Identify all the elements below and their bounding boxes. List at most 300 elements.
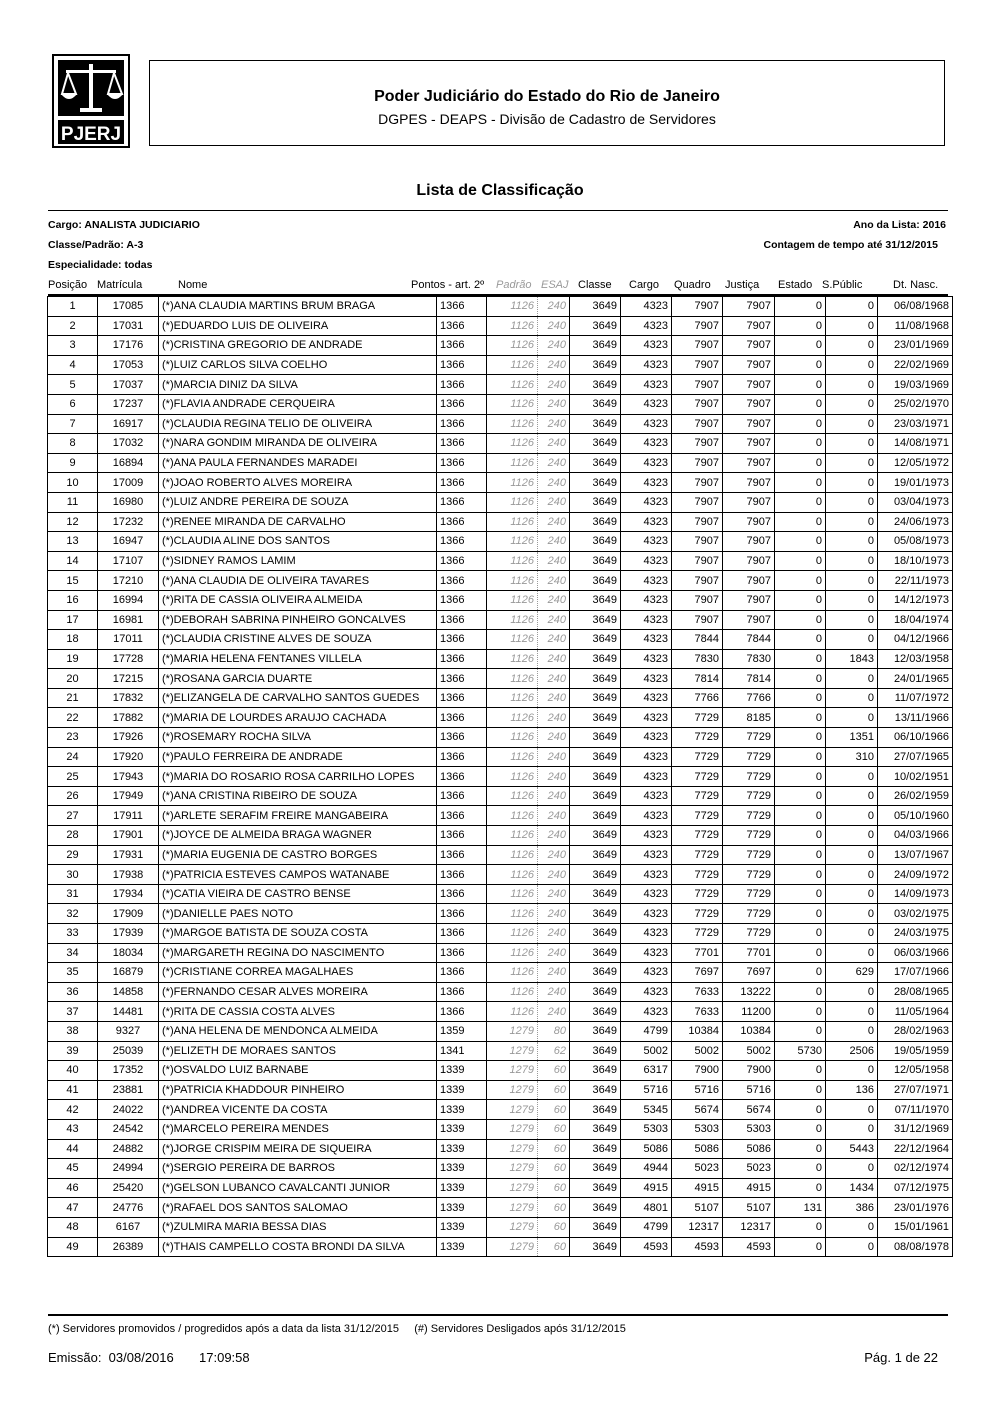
table-cell: 7729 [672, 845, 723, 865]
table-cell: 16879 [98, 963, 159, 983]
meta-especialidade: Especialidade: todas [48, 259, 153, 271]
table-cell: 1126 [487, 297, 538, 317]
table-cell: 7729 [723, 865, 775, 885]
table-cell: 17728 [98, 649, 159, 669]
table-cell: 1366 [437, 394, 487, 414]
table-cell: 4323 [621, 1002, 672, 1022]
table-cell: 3649 [570, 963, 621, 983]
table-cell: 21 [48, 688, 98, 708]
table-cell: 3649 [570, 630, 621, 650]
table-cell: (*)DEBORAH SABRINA PINHEIRO GONCALVES [159, 610, 437, 630]
table-cell: 7729 [672, 904, 723, 924]
table-row [48, 669, 953, 689]
table-cell: 1126 [487, 610, 538, 630]
table-cell: 7 [48, 414, 98, 434]
table-cell: 5086 [672, 1139, 723, 1159]
table-cell: 4323 [621, 551, 672, 571]
meta-contagem: Contagem de tempo até 31/12/2015 [763, 239, 938, 251]
table-cell: 0 [826, 767, 878, 787]
col-esaj: ESAJ [541, 279, 569, 291]
table-cell: 7907 [723, 355, 775, 375]
table-cell: 16917 [98, 414, 159, 434]
table-cell: (*)MARCELO PEREIRA MENDES [159, 1119, 437, 1139]
table-cell: 12317 [672, 1217, 723, 1237]
table-cell: 17210 [98, 571, 159, 591]
table-cell: 25039 [98, 1041, 159, 1061]
table-cell: (*)FERNANDO CESAR ALVES MOREIRA [159, 982, 437, 1002]
table-row [48, 884, 953, 904]
table-cell: 7907 [672, 355, 723, 375]
table-cell: 05/10/1960 [878, 806, 953, 826]
table-cell: 60 [538, 1100, 570, 1120]
table-cell: 7907 [672, 532, 723, 552]
table-cell: 40 [48, 1061, 98, 1081]
table-cell: 4323 [621, 865, 672, 885]
table-cell: (*)RITA DE CASSIA OLIVEIRA ALMEIDA [159, 590, 437, 610]
table-cell: 3649 [570, 434, 621, 454]
table-row [48, 1061, 953, 1081]
table-cell: 1126 [487, 453, 538, 473]
table-cell: 0 [826, 904, 878, 924]
table-cell: 0 [826, 630, 878, 650]
table-cell: (*)ROSEMARY ROCHA SILVA [159, 728, 437, 748]
table-cell: (*)DANIELLE PAES NOTO [159, 904, 437, 924]
table-cell: 24776 [98, 1198, 159, 1218]
table-cell: 5716 [621, 1080, 672, 1100]
table-cell: 1126 [487, 767, 538, 787]
table-cell: 0 [775, 336, 826, 356]
table-cell: 3649 [570, 728, 621, 748]
table-cell: 1366 [437, 453, 487, 473]
table-cell: 4323 [621, 394, 672, 414]
table-cell: 1359 [437, 1021, 487, 1041]
table-cell: (*)JOAO ROBERTO ALVES MOREIRA [159, 473, 437, 493]
table-cell: 6 [48, 394, 98, 414]
table-cell: 22/02/1969 [878, 355, 953, 375]
table-cell: 7697 [672, 963, 723, 983]
table-cell: 41 [48, 1080, 98, 1100]
table-cell: 1126 [487, 943, 538, 963]
table-cell: 1843 [826, 649, 878, 669]
table-cell: (*)CLAUDIA CRISTINE ALVES DE SOUZA [159, 630, 437, 650]
table-cell: 1279 [487, 1139, 538, 1159]
table-cell: 3649 [570, 473, 621, 493]
table-cell: 14/09/1973 [878, 884, 953, 904]
table-cell: 17938 [98, 865, 159, 885]
table-cell: 7907 [723, 316, 775, 336]
table-cell: (*)RENEE MIRANDA DE CARVALHO [159, 512, 437, 532]
table-row [48, 434, 953, 454]
table-cell: 7907 [672, 610, 723, 630]
table-cell: 7729 [723, 904, 775, 924]
table-cell: 0 [775, 512, 826, 532]
table-cell: 13/07/1967 [878, 845, 953, 865]
table-cell: 1126 [487, 532, 538, 552]
table-cell: 0 [775, 1100, 826, 1120]
table-cell: 14 [48, 551, 98, 571]
table-cell: 0 [775, 669, 826, 689]
table-cell: 4323 [621, 610, 672, 630]
table-cell: 2 [48, 316, 98, 336]
table-cell: 30 [48, 865, 98, 885]
table-cell: 240 [538, 806, 570, 826]
table-cell: 0 [826, 669, 878, 689]
table-cell: 26/02/1959 [878, 786, 953, 806]
table-cell: 240 [538, 355, 570, 375]
table-cell: 7907 [672, 492, 723, 512]
table-cell: 7729 [723, 924, 775, 944]
table-cell: (*)MARGARETH REGINA DO NASCIMENTO [159, 943, 437, 963]
table-cell: 4323 [621, 767, 672, 787]
table-cell: 7814 [672, 669, 723, 689]
table-cell: 1126 [487, 492, 538, 512]
table-cell: 0 [826, 336, 878, 356]
table-cell: (*)LUIZ ANDRE PEREIRA DE SOUZA [159, 492, 437, 512]
table-cell: 240 [538, 610, 570, 630]
table-cell: 7907 [672, 571, 723, 591]
table-cell: 17931 [98, 845, 159, 865]
table-cell: 62 [538, 1041, 570, 1061]
table-row [48, 728, 953, 748]
table-cell: 17939 [98, 924, 159, 944]
table-cell: 60 [538, 1139, 570, 1159]
table-cell: 0 [826, 414, 878, 434]
table-cell: 7830 [672, 649, 723, 669]
pjerj-logo [52, 54, 130, 148]
col-nome: Nome [178, 279, 208, 291]
table-cell: 80 [538, 1021, 570, 1041]
table-cell: 16947 [98, 532, 159, 552]
table-cell: 3649 [570, 649, 621, 669]
table-cell: 06/03/1966 [878, 943, 953, 963]
table-row [48, 297, 953, 317]
table-cell: 16981 [98, 610, 159, 630]
table-cell: 49 [48, 1237, 98, 1257]
table-cell: 0 [775, 532, 826, 552]
table-cell: (*)EDUARDO LUIS DE OLIVEIRA [159, 316, 437, 336]
table-cell: 0 [775, 708, 826, 728]
table-cell: 1366 [437, 865, 487, 885]
table-cell: 13 [48, 532, 98, 552]
table-cell: 4323 [621, 747, 672, 767]
table-cell: 3649 [570, 453, 621, 473]
table-cell: 4915 [621, 1178, 672, 1198]
table-cell: 3649 [570, 551, 621, 571]
table-cell: 3649 [570, 1198, 621, 1218]
table-cell: 17032 [98, 434, 159, 454]
table-cell: 240 [538, 786, 570, 806]
table-cell: 7907 [672, 453, 723, 473]
table-cell: 1126 [487, 982, 538, 1002]
table-cell: 7907 [723, 297, 775, 317]
table-cell: 23881 [98, 1080, 159, 1100]
table-cell: 04/12/1966 [878, 630, 953, 650]
table-cell: 0 [826, 708, 878, 728]
table-cell: 7729 [723, 747, 775, 767]
table-cell: 7830 [723, 649, 775, 669]
table-cell: 24882 [98, 1139, 159, 1159]
table-cell: 3649 [570, 767, 621, 787]
table-cell: 0 [826, 571, 878, 591]
table-cell: (*)CRISTIANE CORREA MAGALHAES [159, 963, 437, 983]
table-cell: 27/07/1971 [878, 1080, 953, 1100]
table-cell: 7729 [723, 786, 775, 806]
table-row [48, 767, 953, 787]
table-cell: 36 [48, 982, 98, 1002]
table-row [48, 375, 953, 395]
table-cell: 0 [775, 963, 826, 983]
table-cell: 24994 [98, 1159, 159, 1179]
table-cell: 60 [538, 1237, 570, 1257]
table-cell: 1366 [437, 767, 487, 787]
table-cell: 4323 [621, 904, 672, 924]
list-title: Lista de Classificação [416, 182, 584, 199]
table-cell: 240 [538, 669, 570, 689]
table-cell: 3649 [570, 1139, 621, 1159]
table-cell: 0 [826, 1021, 878, 1041]
table-cell: 1366 [437, 747, 487, 767]
table-row [48, 1237, 953, 1257]
table-cell: 3649 [570, 394, 621, 414]
table-cell: 44 [48, 1139, 98, 1159]
table-cell: 22 [48, 708, 98, 728]
table-cell: 12/05/1958 [878, 1061, 953, 1081]
table-cell: 0 [826, 316, 878, 336]
table-cell: 7766 [723, 688, 775, 708]
table-row [48, 1159, 953, 1179]
table-cell: 1126 [487, 512, 538, 532]
table-cell: (*)ELIZANGELA DE CARVALHO SANTOS GUEDES [159, 688, 437, 708]
table-row [48, 747, 953, 767]
table-cell: 19/05/1959 [878, 1041, 953, 1061]
table-cell: 3649 [570, 806, 621, 826]
table-cell: 42 [48, 1100, 98, 1120]
table-row [48, 943, 953, 963]
table-cell: 4323 [621, 845, 672, 865]
table-cell: 1366 [437, 924, 487, 944]
table-row [48, 1002, 953, 1022]
table-cell: 240 [538, 590, 570, 610]
table-row [48, 492, 953, 512]
table-cell: 4323 [621, 649, 672, 669]
table-cell: 3649 [570, 590, 621, 610]
table-cell: 7729 [672, 865, 723, 885]
table-cell: 1126 [487, 904, 538, 924]
table-cell: 3649 [570, 688, 621, 708]
table-cell: 4593 [723, 1237, 775, 1257]
table-cell: 1366 [437, 571, 487, 591]
table-cell: 240 [538, 708, 570, 728]
table-cell: 3649 [570, 747, 621, 767]
table-cell: 386 [826, 1198, 878, 1218]
table-cell: 3649 [570, 297, 621, 317]
table-cell: 1366 [437, 943, 487, 963]
table-cell: (*)ARLETE SERAFIM FREIRE MANGABEIRA [159, 806, 437, 826]
table-cell: 16 [48, 590, 98, 610]
table-cell: 240 [538, 434, 570, 454]
table-cell: 0 [775, 767, 826, 787]
table-cell: 1339 [437, 1159, 487, 1179]
table-cell: 24/06/1973 [878, 512, 953, 532]
table-cell: 26 [48, 786, 98, 806]
table-cell: 5674 [723, 1100, 775, 1120]
table-cell: 3649 [570, 1080, 621, 1100]
table-cell: 240 [538, 767, 570, 787]
footnote: (*) Servidores promovidos / progredidos após a data da lista 31/12/2015 (#) Servidores Desligados após 31/12/2015 [48, 1323, 626, 1335]
table-cell: 37 [48, 1002, 98, 1022]
col-matricula: Matrícula [97, 279, 143, 291]
table-cell: 7844 [723, 630, 775, 650]
table-cell: 4323 [621, 963, 672, 983]
table-row [48, 316, 953, 336]
table-cell: 1366 [437, 982, 487, 1002]
table-cell: 1339 [437, 1198, 487, 1218]
table-cell: 7907 [672, 375, 723, 395]
table-row [48, 512, 953, 532]
table-cell: 240 [538, 649, 570, 669]
col-posicao: Posição [48, 279, 88, 291]
table-cell: 16894 [98, 453, 159, 473]
table-cell: 24/09/1972 [878, 865, 953, 885]
table-cell: 1126 [487, 630, 538, 650]
table-cell: 4323 [621, 316, 672, 336]
table-cell: 240 [538, 414, 570, 434]
table-cell: 1279 [487, 1080, 538, 1100]
col-spublic: S.Públic [822, 279, 863, 291]
table-cell: 7907 [672, 551, 723, 571]
table-cell: 0 [775, 355, 826, 375]
table-cell: 7907 [723, 453, 775, 473]
table-cell: 7907 [672, 473, 723, 493]
table-row [48, 806, 953, 826]
table-cell: 0 [826, 865, 878, 885]
table-cell: 1279 [487, 1041, 538, 1061]
meta-cargo: Cargo: ANALISTA JUDICIARIO [48, 219, 200, 231]
table-cell: 3649 [570, 316, 621, 336]
table-cell: 4323 [621, 884, 672, 904]
table-cell: 24022 [98, 1100, 159, 1120]
table-cell: 3 [48, 336, 98, 356]
table-cell: 45 [48, 1159, 98, 1179]
table-cell: 26389 [98, 1237, 159, 1257]
table-cell: 4593 [621, 1237, 672, 1257]
table-cell: 1366 [437, 610, 487, 630]
table-cell: 0 [826, 924, 878, 944]
table-cell: 7729 [672, 884, 723, 904]
table-cell: 31/12/1969 [878, 1119, 953, 1139]
table-cell: 0 [775, 1021, 826, 1041]
table-cell: 1366 [437, 963, 487, 983]
table-cell: 4323 [621, 826, 672, 846]
table-cell: 3649 [570, 512, 621, 532]
table-cell: 17037 [98, 375, 159, 395]
table-cell: 1 [48, 297, 98, 317]
table-cell: 0 [826, 786, 878, 806]
table-row [48, 355, 953, 375]
table-cell: 4323 [621, 453, 672, 473]
table-cell: 4323 [621, 571, 672, 591]
table-cell: 1339 [437, 1178, 487, 1198]
table-cell: 0 [826, 845, 878, 865]
table-cell: 4323 [621, 786, 672, 806]
table-cell: 5716 [723, 1080, 775, 1100]
table-row [48, 571, 953, 591]
table-cell: 1366 [437, 414, 487, 434]
table-cell: 4323 [621, 532, 672, 552]
table-cell: 240 [538, 571, 570, 591]
table-cell: 4323 [621, 473, 672, 493]
table-cell: (*)CLAUDIA ALINE DOS SANTOS [159, 532, 437, 552]
table-cell: 240 [538, 630, 570, 650]
table-cell: 8 [48, 434, 98, 454]
table-cell: 7907 [672, 414, 723, 434]
table-cell: 17009 [98, 473, 159, 493]
table-cell: 0 [826, 434, 878, 454]
table-cell: 1279 [487, 1178, 538, 1198]
footer-rule [48, 1314, 948, 1316]
table-cell: 0 [826, 453, 878, 473]
table-cell: 3649 [570, 708, 621, 728]
table-cell: 22/11/1973 [878, 571, 953, 591]
table-cell: 7907 [723, 512, 775, 532]
table-cell: (*)RITA DE CASSIA COSTA ALVES [159, 1002, 437, 1022]
table-cell: 0 [826, 1217, 878, 1237]
table-cell: 17 [48, 610, 98, 630]
table-cell: 0 [775, 845, 826, 865]
table-cell: 17232 [98, 512, 159, 532]
table-cell: 04/03/1966 [878, 826, 953, 846]
table-cell: 5002 [672, 1041, 723, 1061]
table-cell: (*)ANA HELENA DE MENDONCA ALMEIDA [159, 1021, 437, 1041]
table-cell: 60 [538, 1217, 570, 1237]
table-cell: 1126 [487, 336, 538, 356]
table-cell: 17011 [98, 630, 159, 650]
table-cell: 46 [48, 1178, 98, 1198]
table-cell: 0 [826, 394, 878, 414]
table-cell: 1366 [437, 630, 487, 650]
table-cell: 4801 [621, 1198, 672, 1218]
table-cell: 3649 [570, 1021, 621, 1041]
table-cell: 240 [538, 845, 570, 865]
table-cell: 0 [826, 884, 878, 904]
table-cell: 1366 [437, 669, 487, 689]
table-cell: 5002 [621, 1041, 672, 1061]
table-cell: (*)PATRICIA KHADDOUR PINHEIRO [159, 1080, 437, 1100]
table-cell: 1126 [487, 963, 538, 983]
table-cell: 1126 [487, 316, 538, 336]
table-cell: 0 [775, 610, 826, 630]
table-cell: 4 [48, 355, 98, 375]
table-cell: 17911 [98, 806, 159, 826]
table-cell: 24/01/1965 [878, 669, 953, 689]
table-cell: 0 [775, 453, 826, 473]
table-cell: 5303 [723, 1119, 775, 1139]
table-cell: 4323 [621, 414, 672, 434]
table-cell: 4323 [621, 336, 672, 356]
logo-text: PJERJ [60, 124, 122, 145]
table-cell: 240 [538, 492, 570, 512]
table-cell: 1366 [437, 884, 487, 904]
table-cell: 1126 [487, 728, 538, 748]
table-cell: 60 [538, 1198, 570, 1218]
table-cell: (*)ANA CLAUDIA DE OLIVEIRA TAVARES [159, 571, 437, 591]
table-cell: 9 [48, 453, 98, 473]
table-cell: 0 [775, 747, 826, 767]
table-cell: (*)ELIZETH DE MORAES SANTOS [159, 1041, 437, 1061]
table-cell: 0 [826, 355, 878, 375]
table-cell: 240 [538, 375, 570, 395]
table-cell: 1279 [487, 1237, 538, 1257]
